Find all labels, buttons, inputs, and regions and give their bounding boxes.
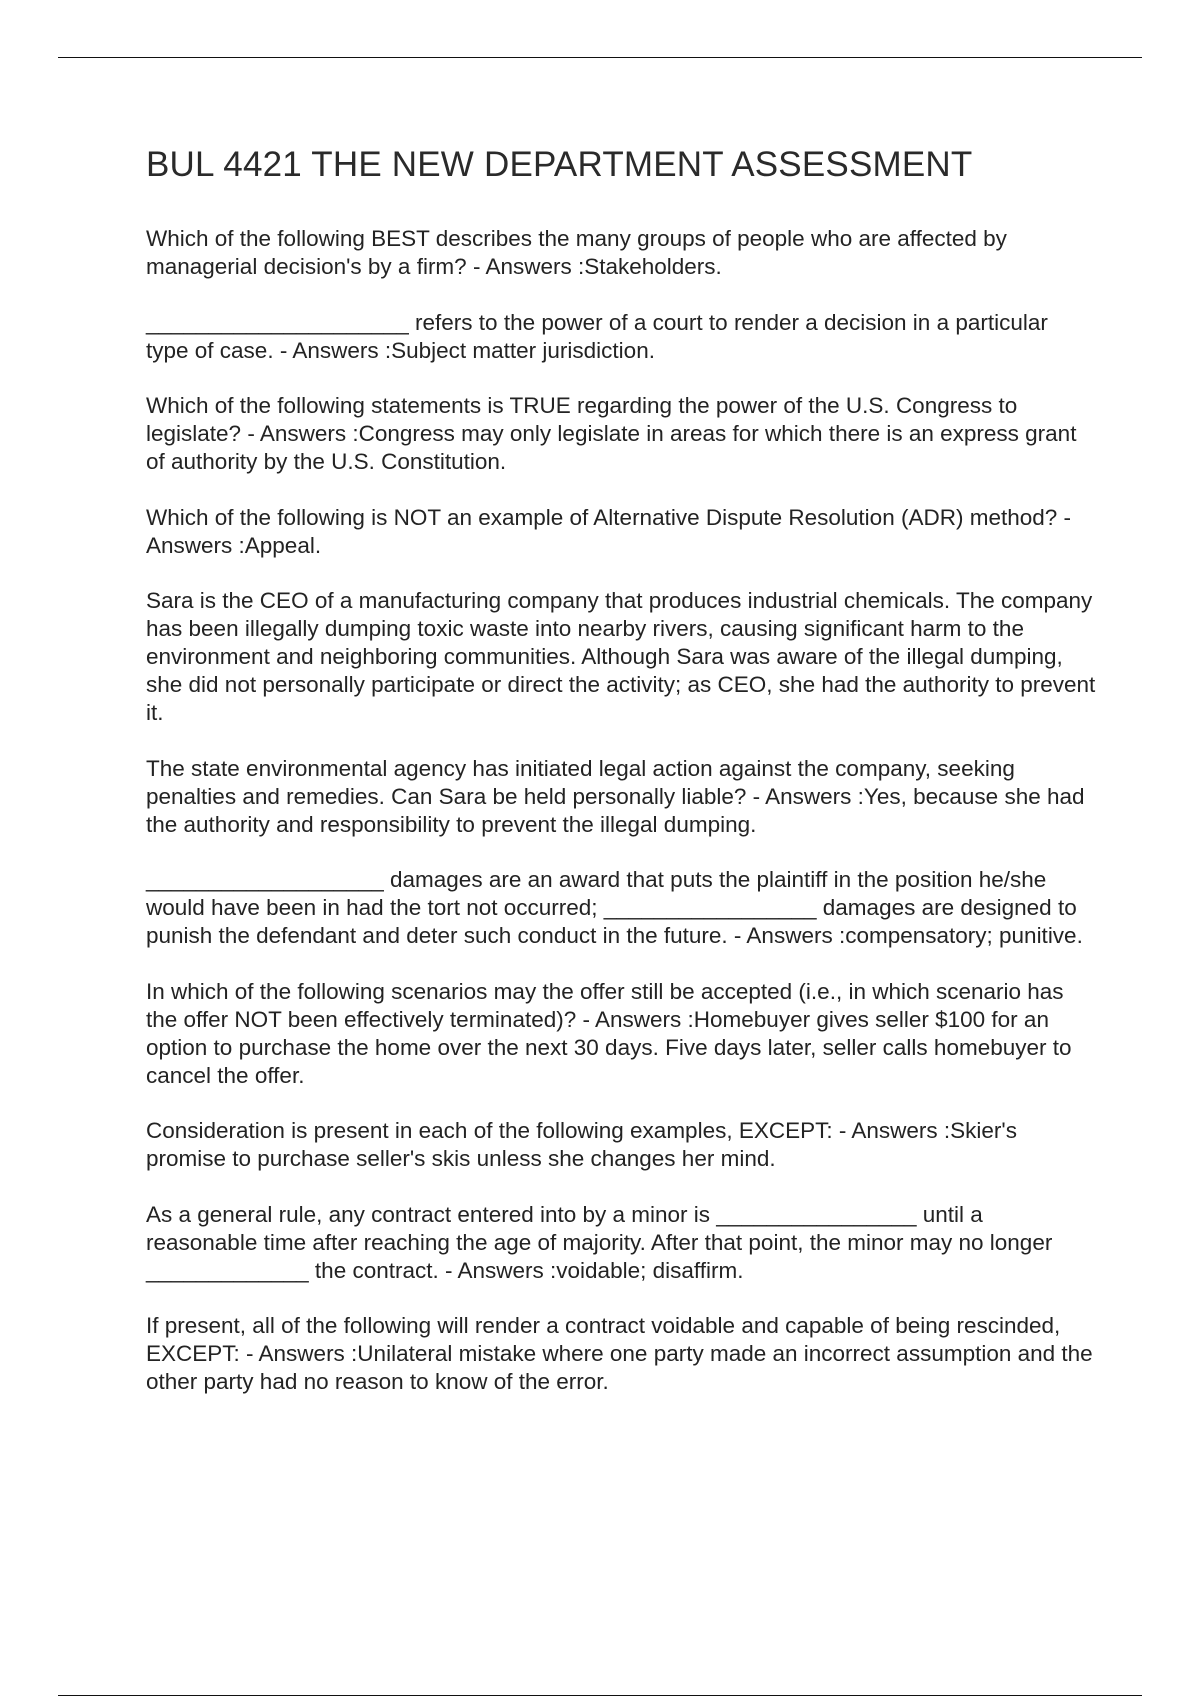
qa-paragraph-1: Which of the following BEST describes the many groups of people who are affected by managerial decision's by a firm? - Answers :Stakeholders.: [146, 226, 1007, 279]
document-body: [146, 143, 1096, 1424]
qa-paragraph-3: Which of the following statements is TRUE regarding the power of the U.S. Congress to legislate? - Answers :Congress may only legislate in areas for which there is an express grant of authority by the U.S. Constitution.: [146, 393, 1077, 474]
qa-paragraph-5: Sara is the CEO of a manufacturing company that produces industrial chemicals. The company has been illegally dumping toxic waste into nearby rivers, causing significant harm to the environment and neighboring communities. Although Sara was aware of the illegal dumping, she did not personally participate or direct the activity; as CEO, she had the authority to prevent it.: [146, 588, 1096, 725]
document-title: BUL 4421 THE NEW DEPARTMENT ASSESSMENT: [146, 145, 973, 184]
qa-paragraph-6: The state environmental agency has initiated legal action against the company, seeking penalties and remedies. Can Sara be held personally liable? - Answers :Yes, because she had the authority and responsibility to prevent the illegal dumping.: [146, 755, 1085, 837]
qa-paragraph-8: In which of the following scenarios may the offer still be accepted (i.e., in which scenario has the offer NOT been effectively terminated)? - Answers :Homebuyer gives seller $100 for an option to purchase the home over the next 30 days. Five days later, seller calls homebuyer to cancel the offer.: [146, 978, 1072, 1088]
bottom-rule: [58, 1695, 1142, 1696]
qa-paragraph-11: If present, all of the following will render a contract voidable and capable of being rescinded, EXCEPT: - Answers :Unilateral mistake where one party made an incorrect assumption and the other party had no reason to know of the error.: [146, 1313, 1093, 1394]
qa-paragraph-9: Consideration is present in each of the following examples, EXCEPT: - Answers :Skier's promise to purchase seller's skis unless she changes her mind.: [146, 1118, 1017, 1171]
qa-paragraph-7: ___________________ damages are an award that puts the plaintiff in the position he/she would have been in had the tort not occurred; _________________ damages are designed to punish the defendant and deter such conduct in the future. - Answers :compensatory; punitive.: [146, 867, 1083, 948]
top-rule: [58, 57, 1142, 58]
qa-paragraph-10: As a general rule, any contract entered into by a minor is ________________ until a reasonable time after reaching the age of majority. After that point, the minor may no longer _____________ the contract. - Answers :voidable; disaffirm.: [146, 1201, 1053, 1283]
qa-paragraph-4: Which of the following is NOT an example of Alternative Dispute Resolution (ADR) method? - Answers :Appeal.: [146, 504, 1072, 558]
qa-paragraph-2: _____________________ refers to the power of a court to render a decision in a particular type of case. - Answers :Subject matter jurisdiction.: [146, 309, 1048, 363]
